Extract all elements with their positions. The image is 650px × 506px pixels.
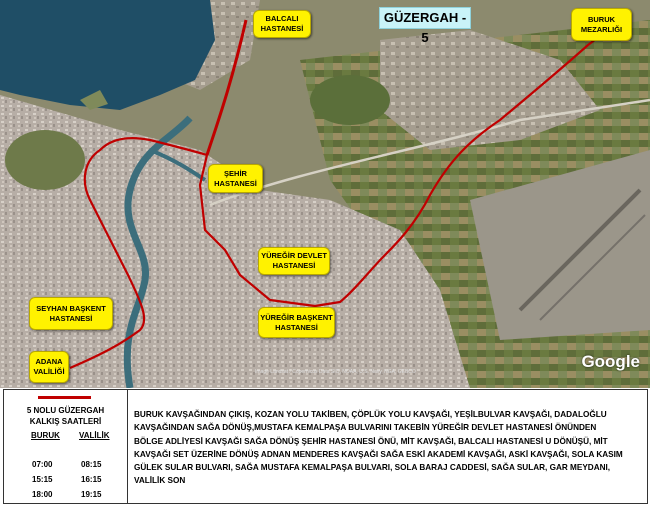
route-info-panel	[3, 389, 648, 504]
route-description-line: KAVŞAĞI SET ÜZERİNE DÖNÜŞ ADNAN MENDERES KAVŞAĞI SAĞA ESKİ AKADEMİ KAVŞAĞI, ASKİ KAVŞAĞI, SOLA KASIM	[134, 449, 623, 459]
schedule-title	[4, 405, 127, 427]
label-line: YÜREĞİR DEVLET	[261, 251, 327, 260]
route-color-swatch	[38, 396, 91, 399]
label-line: BURUK	[587, 14, 616, 24]
schedule-title-line: KALKIŞ SAATLERİ	[29, 417, 102, 426]
label-adana-valiligi[interactable]	[29, 351, 69, 383]
route-description-line: BÖLGE ADLİYESİ KAVŞAĞI SAĞA DÖNÜŞ ŞEHİR HASTANESİ ÖNÜ, MİT KAVŞAĞI, BALCALI HASTANESİ U DÖNÜŞÜ, MİT	[134, 436, 608, 446]
departure-schedule	[4, 390, 128, 503]
departure-time: 16:15	[81, 475, 102, 484]
park-area	[310, 75, 390, 125]
label-buruk-mezarligi[interactable]	[571, 8, 632, 41]
label-line: HASTANESİ	[49, 313, 93, 323]
label-sehir-hastanesi[interactable]	[208, 164, 263, 193]
label-line: MEZARLIĞI	[580, 24, 623, 34]
park-area-west	[5, 130, 85, 190]
departure-time: 19:15	[81, 490, 102, 499]
route-description-line: KAVŞAĞINDAN SAĞA DÖNÜŞ,MUSTAFA KEMALPAŞA BULVARINI TAKEBİN YÜREĞİR DEVLET HASTANESİ ÖNÜNDEN	[134, 423, 597, 433]
label-line: YÜREĞİR BAŞKENT	[260, 312, 333, 322]
departure-time: 07:00	[32, 460, 53, 469]
schedule-title-line: 5 NOLU GÜZERGAH	[26, 406, 105, 415]
departure-time: 18:00	[32, 490, 53, 499]
google-logo: Google	[581, 352, 640, 371]
label-line: SEYHAN BAŞKENT	[36, 303, 106, 313]
label-line: HASTANESİ	[260, 24, 304, 33]
label-balcali-hastanesi[interactable]	[253, 10, 311, 38]
label-line: HASTANESİ	[272, 261, 316, 270]
column-header-buruk: BURUK	[31, 431, 60, 440]
label-line: HASTANESİ	[214, 178, 257, 188]
route-description-line: GÜLEK SULAR BULVARI, SAĞA MUSTAFA KEMALPAŞA BULVARI, SOLA BARAJ CADDESİ, SAĞA SULAR, GAR MEYDANI,	[134, 463, 611, 473]
label-line: VALİLİĞİ	[33, 367, 65, 376]
label-line: ADANA	[35, 357, 63, 366]
label-yuregir-devlet-hastanesi[interactable]	[258, 247, 330, 275]
route-description-line: BURUK KAVŞAĞINDAN ÇIKIŞ, KOZAN YOLU TAKİBEN, ÇÖPLÜK YOLU KAVŞAĞI, YEŞİLBULVAR KAVŞAĞI, DADALOĞLU	[134, 410, 607, 419]
label-seyhan-baskent-hastanesi[interactable]	[29, 297, 113, 330]
label-yuregir-baskent-hastanesi[interactable]	[258, 307, 335, 338]
route-description-line: VALİLİK SON	[134, 476, 186, 486]
departure-time: 08:15	[81, 460, 102, 469]
route-title: GÜZERGAH - 5	[379, 7, 471, 29]
column-header-valilik: VALİLİK	[79, 431, 110, 440]
label-line: BALCALI	[265, 14, 299, 23]
departure-time: 15:15	[32, 475, 53, 484]
label-line: HASTANESİ	[275, 322, 318, 332]
route-description	[134, 408, 642, 488]
label-line: ŞEHİR	[224, 168, 247, 178]
map-copyright: Image Landsat / Copernicus Data SIO, NOAA, U.S. Navy, NGA, GEBCO	[255, 369, 416, 375]
